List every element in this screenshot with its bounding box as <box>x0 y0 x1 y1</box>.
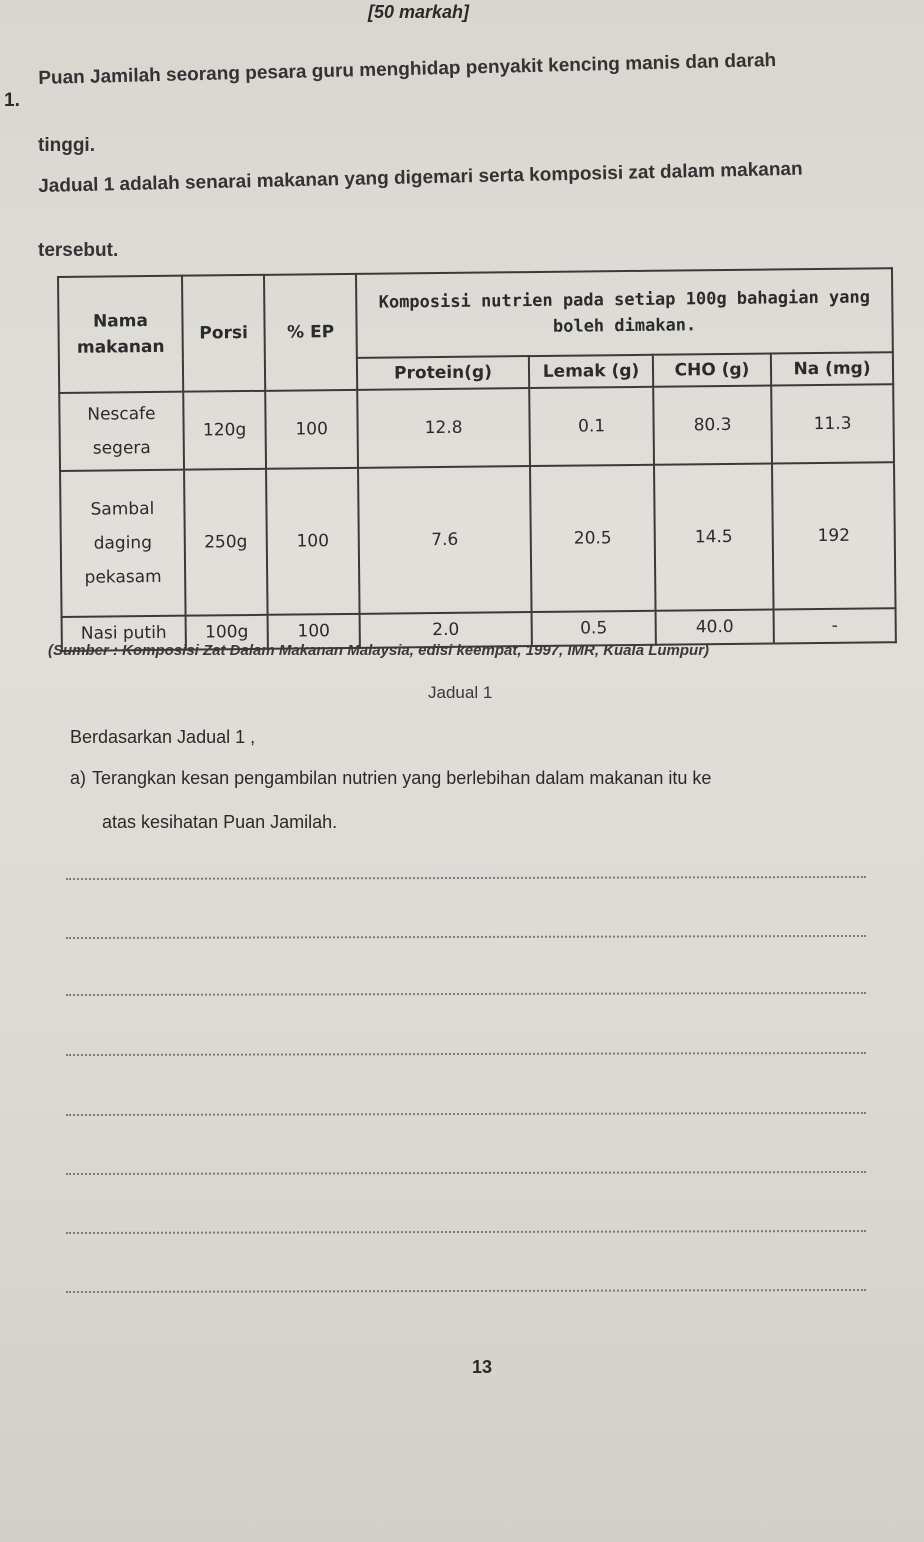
table-source: (Sumber : Komposisi Zat Dalam Makanan Malaysia, edisi keempat, 1997, IMR, Kuala Lumpur) <box>48 642 710 659</box>
subquestion-text-line-2: atas kesihatan Puan Jamilah. <box>102 812 338 832</box>
answer-line[interactable] <box>66 1289 866 1293</box>
table-caption: Jadual 1 <box>428 683 493 702</box>
question-intro-line-3: Jadual 1 adalah senarai makanan yang digemari serta komposisi zat dalam makanan <box>38 158 803 197</box>
table-row <box>59 384 894 471</box>
answer-line[interactable] <box>66 876 866 880</box>
cell-na: - <box>774 608 896 643</box>
cell-fat: 0.5 <box>532 611 656 646</box>
cell-portion: 250g <box>184 469 268 616</box>
nutrient-table-container <box>57 267 895 648</box>
cell-cho: 14.5 <box>654 464 774 611</box>
total-marks: [50 markah] <box>368 2 470 22</box>
cell-protein: 2.0 <box>360 612 532 648</box>
cell-ep: 100 <box>266 468 360 615</box>
question-intro-line-4: tersebut. <box>38 240 119 261</box>
subquestion-label: a) <box>70 768 87 788</box>
table-row <box>60 462 896 617</box>
answer-line[interactable] <box>66 1052 866 1056</box>
question-intro-line-2: tinggi. <box>38 135 95 156</box>
cell-fat: 0.1 <box>529 387 654 466</box>
cell-na: 11.3 <box>771 384 894 463</box>
cell-fat: 20.5 <box>530 465 656 612</box>
answer-line[interactable] <box>66 1112 866 1116</box>
cell-portion: 100g <box>186 615 268 650</box>
cell-ep: 100 <box>268 614 360 649</box>
cell-portion: 120g <box>183 391 266 470</box>
header-fat: Lemak (g) <box>529 355 653 388</box>
nutrient-table <box>57 267 897 652</box>
cell-protein: 12.8 <box>357 388 530 468</box>
header-nutrient-group: Komposisi nutrien pada setiap 100g bahagian yang boleh dimakan. <box>356 268 893 358</box>
cell-cho: 80.3 <box>653 386 772 465</box>
cell-cho: 40.0 <box>656 610 774 645</box>
header-cho: CHO (g) <box>653 354 771 387</box>
subquestion-lead: Berdasarkan Jadual 1 , <box>70 727 256 747</box>
header-portion: Porsi <box>182 275 265 392</box>
subquestion-a <box>70 756 890 844</box>
cell-ep: 100 <box>265 390 358 469</box>
question-number: 1. <box>4 90 20 111</box>
header-na: Na (mg) <box>771 352 893 385</box>
cell-na: 192 <box>772 462 896 609</box>
answer-line[interactable] <box>66 1171 866 1175</box>
answer-line[interactable] <box>66 935 866 939</box>
header-name: Nama makanan <box>58 276 183 393</box>
cell-protein: 7.6 <box>358 466 532 614</box>
answer-line[interactable] <box>66 992 866 996</box>
subquestion-text-line-1: Terangkan kesan pengambilan nutrien yang berlebihan dalam makanan itu ke <box>92 768 712 788</box>
cell-name: Nescafe segera <box>59 392 184 471</box>
header-protein: Protein(g) <box>357 356 529 390</box>
cell-name: Nasi putih <box>62 616 186 651</box>
question-intro-line-1: Puan Jamilah seorang pesara guru menghidap penyakit kencing manis dan darah <box>38 49 777 89</box>
page-number: 13 <box>472 1357 493 1377</box>
cell-name: Sambal daging pekasam <box>60 470 186 617</box>
header-ep: % EP <box>264 274 357 391</box>
answer-line[interactable] <box>66 1230 866 1234</box>
